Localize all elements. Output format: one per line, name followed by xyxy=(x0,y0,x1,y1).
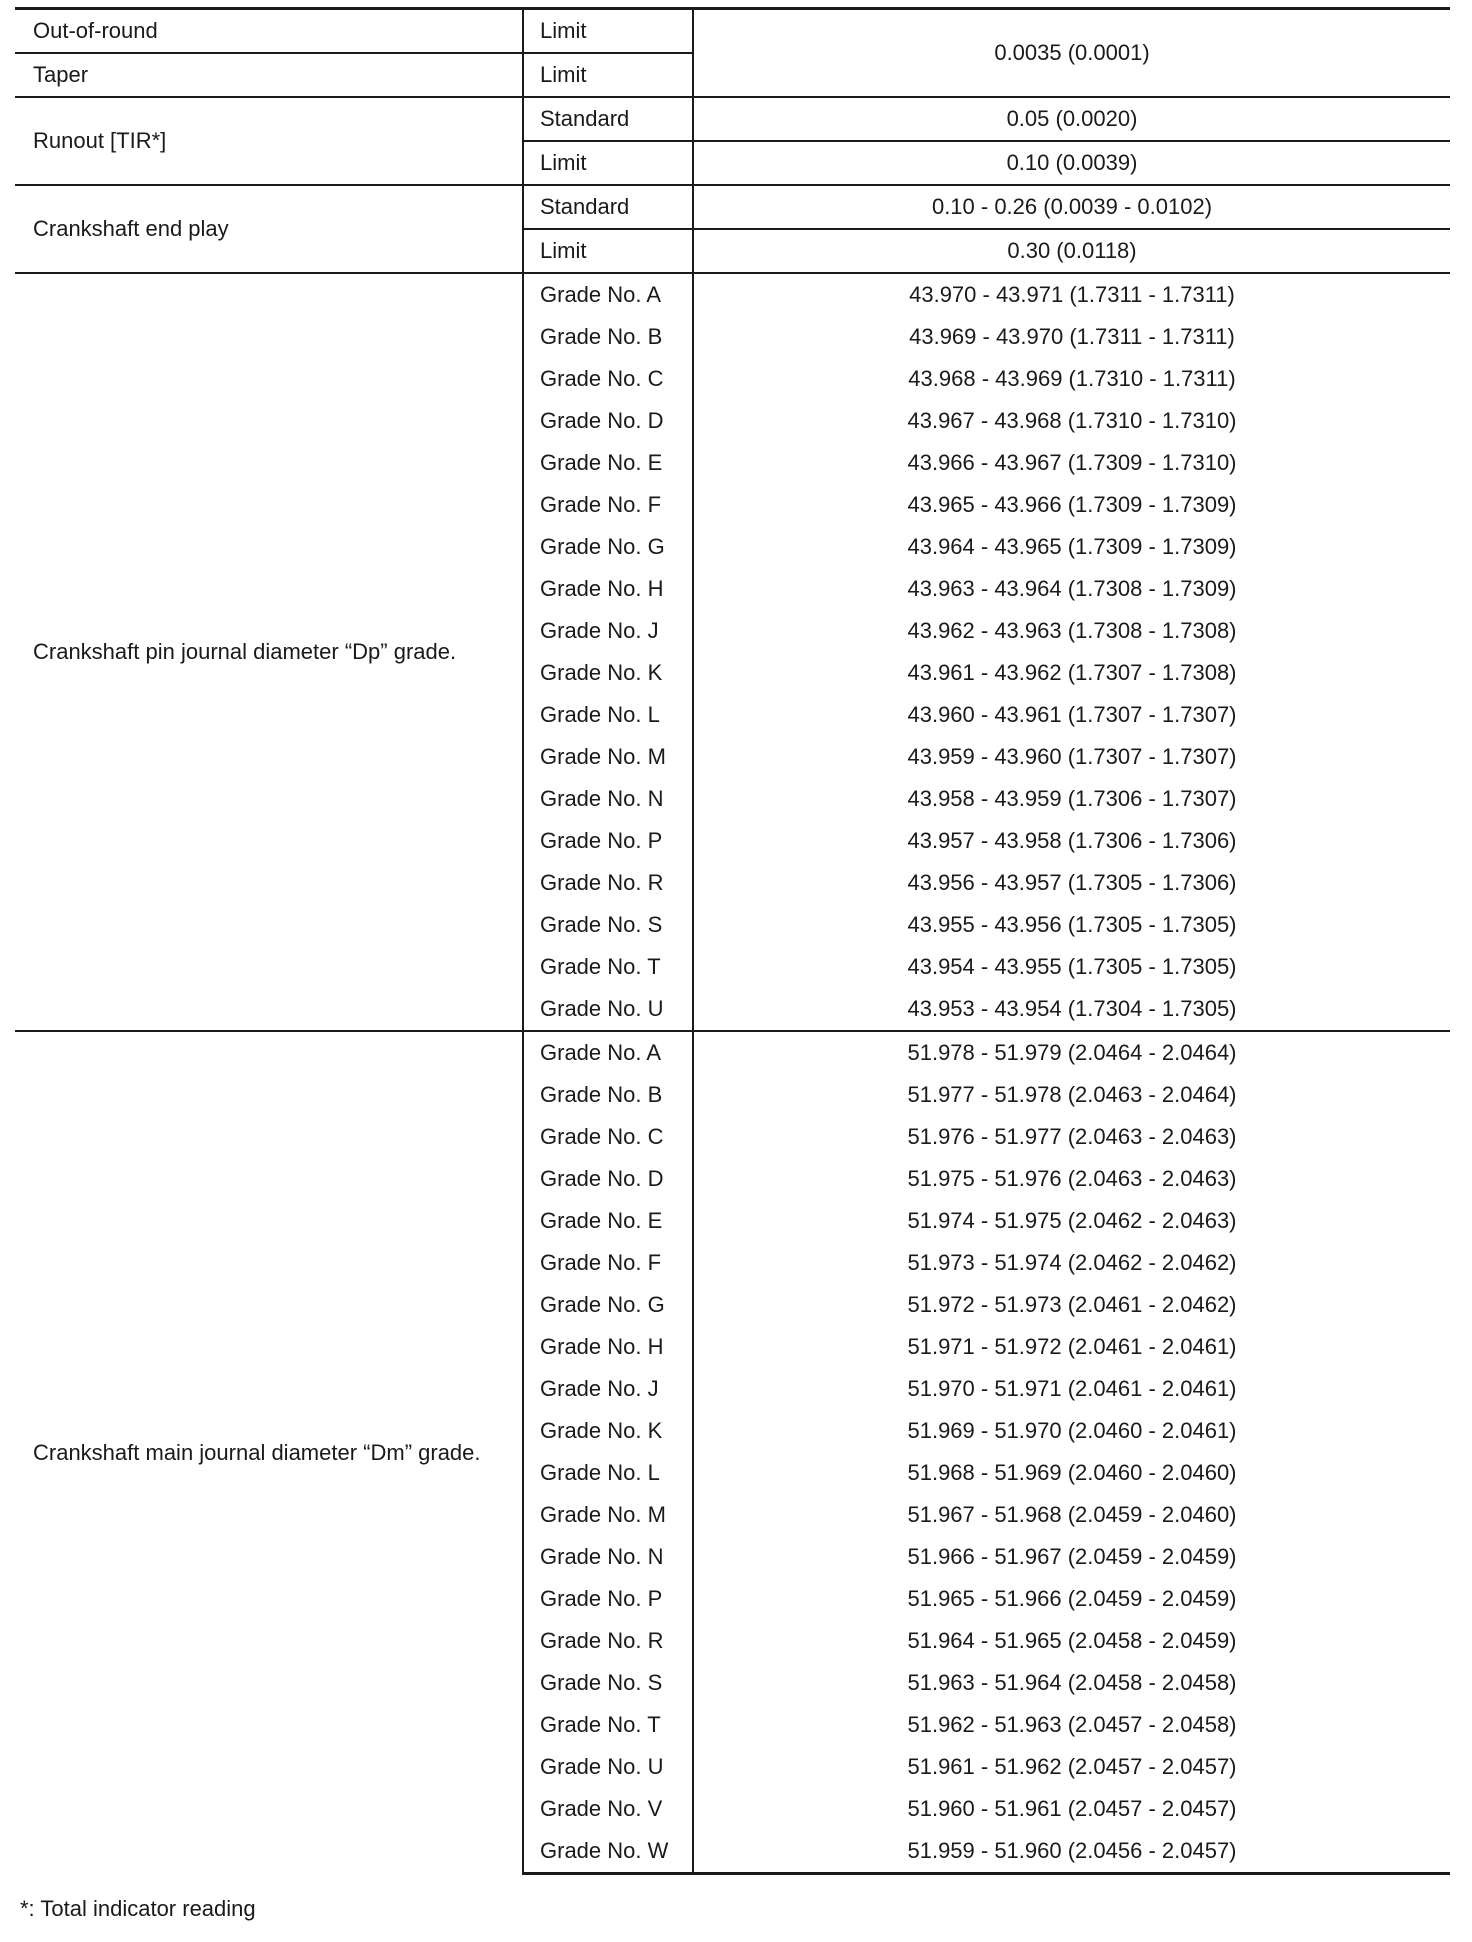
grade-value: 43.962 - 43.963 (1.7308 - 1.7308) xyxy=(693,610,1450,652)
grade-value: 51.970 - 51.971 (2.0461 - 2.0461) xyxy=(693,1368,1450,1410)
grade-value: 43.967 - 43.968 (1.7310 - 1.7310) xyxy=(693,400,1450,442)
grade-label: Grade No. C xyxy=(523,358,693,400)
table-row xyxy=(15,1031,1450,1074)
grade-label: Grade No. S xyxy=(523,1662,693,1704)
grade-value: 51.978 - 51.979 (2.0464 - 2.0464) xyxy=(693,1031,1450,1074)
grade-label: Grade No. C xyxy=(523,1116,693,1158)
item-out-of-round: Out-of-round xyxy=(15,9,523,54)
grade-value: 43.968 - 43.969 (1.7310 - 1.7311) xyxy=(693,358,1450,400)
grade-label: Grade No. U xyxy=(523,988,693,1031)
table-row xyxy=(15,185,1450,229)
grade-label: Grade No. G xyxy=(523,1284,693,1326)
grade-value: 51.977 - 51.978 (2.0463 - 2.0464) xyxy=(693,1074,1450,1116)
runout-standard-value: 0.05 (0.0020) xyxy=(693,97,1450,141)
grade-label: Grade No. M xyxy=(523,1494,693,1536)
grade-value: 43.964 - 43.965 (1.7309 - 1.7309) xyxy=(693,526,1450,568)
grade-label: Grade No. F xyxy=(523,484,693,526)
grade-label: Grade No. T xyxy=(523,946,693,988)
grade-label: Grade No. G xyxy=(523,526,693,568)
grade-value: 43.957 - 43.958 (1.7306 - 1.7306) xyxy=(693,820,1450,862)
grade-value: 43.956 - 43.957 (1.7305 - 1.7306) xyxy=(693,862,1450,904)
out-of-round-taper-value: 0.0035 (0.0001) xyxy=(693,9,1450,98)
condition-label: Limit xyxy=(523,53,693,97)
grade-label: Grade No. V xyxy=(523,1788,693,1830)
grade-label: Grade No. J xyxy=(523,610,693,652)
table-row xyxy=(15,9,1450,54)
grade-value: 51.967 - 51.968 (2.0459 - 2.0460) xyxy=(693,1494,1450,1536)
grade-value: 43.958 - 43.959 (1.7306 - 1.7307) xyxy=(693,778,1450,820)
grade-value: 51.974 - 51.975 (2.0462 - 2.0463) xyxy=(693,1200,1450,1242)
grade-value: 51.965 - 51.966 (2.0459 - 2.0459) xyxy=(693,1578,1450,1620)
grade-label: Grade No. R xyxy=(523,862,693,904)
grade-label: Grade No. U xyxy=(523,1746,693,1788)
crankshaft-spec-table xyxy=(15,7,1450,1875)
grade-label: Grade No. H xyxy=(523,568,693,610)
grade-value: 51.963 - 51.964 (2.0458 - 2.0458) xyxy=(693,1662,1450,1704)
table-row xyxy=(15,97,1450,141)
item-pin-journal-diameter: Crankshaft pin journal diameter “Dp” grade. xyxy=(15,273,523,1031)
grade-label: Grade No. D xyxy=(523,1158,693,1200)
table-row xyxy=(15,273,1450,316)
grade-value: 51.973 - 51.974 (2.0462 - 2.0462) xyxy=(693,1242,1450,1284)
grade-label: Grade No. E xyxy=(523,442,693,484)
grade-value: 51.975 - 51.976 (2.0463 - 2.0463) xyxy=(693,1158,1450,1200)
grade-label: Grade No. J xyxy=(523,1368,693,1410)
grade-label: Grade No. L xyxy=(523,1452,693,1494)
grade-value: 51.960 - 51.961 (2.0457 - 2.0457) xyxy=(693,1788,1450,1830)
grade-value: 51.964 - 51.965 (2.0458 - 2.0459) xyxy=(693,1620,1450,1662)
grade-value: 51.966 - 51.967 (2.0459 - 2.0459) xyxy=(693,1536,1450,1578)
grade-value: 43.953 - 43.954 (1.7304 - 1.7305) xyxy=(693,988,1450,1031)
grade-label: Grade No. N xyxy=(523,778,693,820)
grade-value: 51.961 - 51.962 (2.0457 - 2.0457) xyxy=(693,1746,1450,1788)
condition-label: Limit xyxy=(523,229,693,273)
grade-value: 43.959 - 43.960 (1.7307 - 1.7307) xyxy=(693,736,1450,778)
end-play-limit-value: 0.30 (0.0118) xyxy=(693,229,1450,273)
condition-label: Standard xyxy=(523,97,693,141)
condition-label: Limit xyxy=(523,9,693,54)
grade-label: Grade No. P xyxy=(523,1578,693,1620)
item-runout: Runout [TIR*] xyxy=(15,97,523,185)
grade-label: Grade No. F xyxy=(523,1242,693,1284)
grade-label: Grade No. T xyxy=(523,1704,693,1746)
grade-value: 43.961 - 43.962 (1.7307 - 1.7308) xyxy=(693,652,1450,694)
grade-value: 43.965 - 43.966 (1.7309 - 1.7309) xyxy=(693,484,1450,526)
grade-value: 43.960 - 43.961 (1.7307 - 1.7307) xyxy=(693,694,1450,736)
item-main-journal-diameter: Crankshaft main journal diameter “Dm” grade. xyxy=(15,1031,523,1874)
grade-label: Grade No. A xyxy=(523,1031,693,1074)
grade-value: 51.972 - 51.973 (2.0461 - 2.0462) xyxy=(693,1284,1450,1326)
runout-limit-value: 0.10 (0.0039) xyxy=(693,141,1450,185)
grade-value: 43.966 - 43.967 (1.7309 - 1.7310) xyxy=(693,442,1450,484)
grade-value: 43.954 - 43.955 (1.7305 - 1.7305) xyxy=(693,946,1450,988)
footnote: *: Total indicator reading xyxy=(20,1896,256,1921)
grade-label: Grade No. E xyxy=(523,1200,693,1242)
grade-value: 51.959 - 51.960 (2.0456 - 2.0457) xyxy=(693,1830,1450,1874)
grade-label: Grade No. W xyxy=(523,1830,693,1874)
grade-label: Grade No. S xyxy=(523,904,693,946)
grade-label: Grade No. K xyxy=(523,652,693,694)
grade-label: Grade No. M xyxy=(523,736,693,778)
grade-value: 51.969 - 51.970 (2.0460 - 2.0461) xyxy=(693,1410,1450,1452)
grade-label: Grade No. P xyxy=(523,820,693,862)
item-end-play: Crankshaft end play xyxy=(15,185,523,273)
grade-label: Grade No. A xyxy=(523,273,693,316)
grade-label: Grade No. N xyxy=(523,1536,693,1578)
grade-label: Grade No. B xyxy=(523,1074,693,1116)
grade-value: 51.971 - 51.972 (2.0461 - 2.0461) xyxy=(693,1326,1450,1368)
grade-value: 51.962 - 51.963 (2.0457 - 2.0458) xyxy=(693,1704,1450,1746)
grade-value: 43.969 - 43.970 (1.7311 - 1.7311) xyxy=(693,316,1450,358)
end-play-standard-value: 0.10 - 0.26 (0.0039 - 0.0102) xyxy=(693,185,1450,229)
grade-label: Grade No. H xyxy=(523,1326,693,1368)
grade-value: 43.955 - 43.956 (1.7305 - 1.7305) xyxy=(693,904,1450,946)
grade-value: 51.976 - 51.977 (2.0463 - 2.0463) xyxy=(693,1116,1450,1158)
grade-label: Grade No. L xyxy=(523,694,693,736)
grade-value: 51.968 - 51.969 (2.0460 - 2.0460) xyxy=(693,1452,1450,1494)
grade-label: Grade No. R xyxy=(523,1620,693,1662)
grade-label: Grade No. D xyxy=(523,400,693,442)
item-taper: Taper xyxy=(15,53,523,97)
spec-table-body xyxy=(15,9,1450,1874)
grade-label: Grade No. K xyxy=(523,1410,693,1452)
condition-label: Limit xyxy=(523,141,693,185)
condition-label: Standard xyxy=(523,185,693,229)
grade-label: Grade No. B xyxy=(523,316,693,358)
grade-value: 43.963 - 43.964 (1.7308 - 1.7309) xyxy=(693,568,1450,610)
grade-value: 43.970 - 43.971 (1.7311 - 1.7311) xyxy=(693,273,1450,316)
